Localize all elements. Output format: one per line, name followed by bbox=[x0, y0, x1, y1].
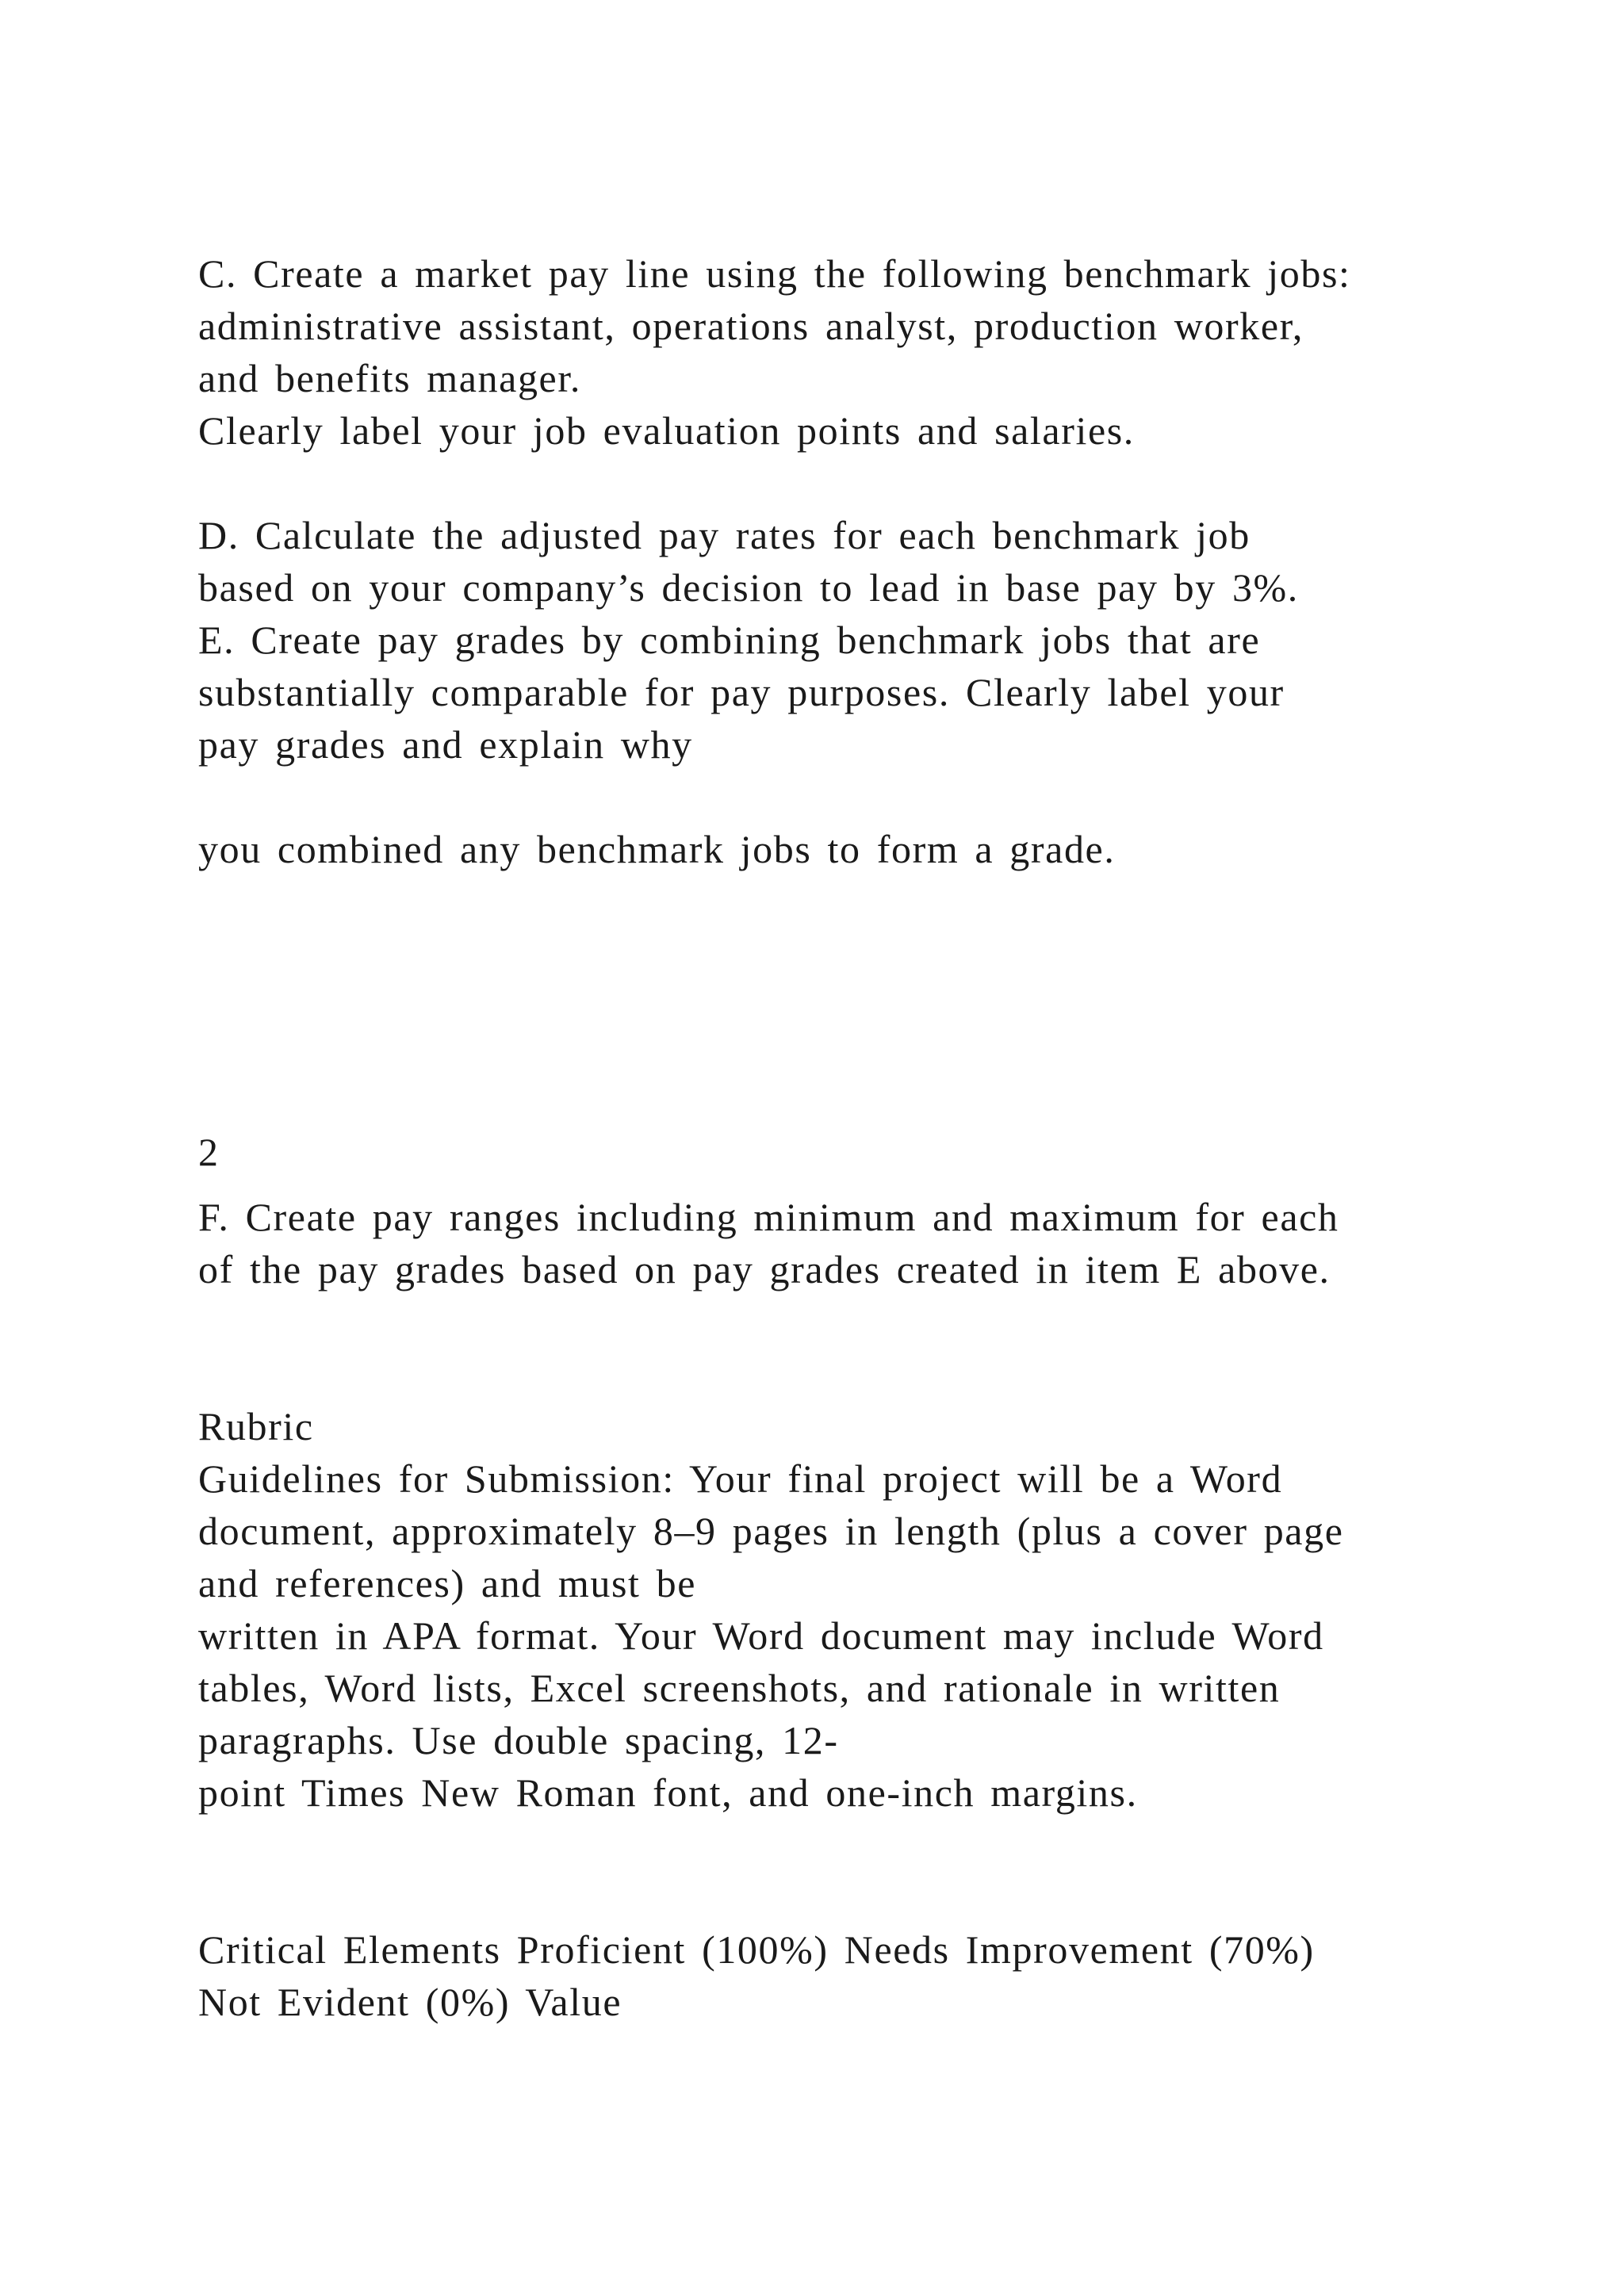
text-line: document, approximately 8–9 pages in length (plus a cover page bbox=[198, 1509, 1344, 1553]
text-line: and benefits manager. bbox=[198, 356, 581, 400]
text-line: tables, Word lists, Excel screenshots, and rationale in written bbox=[198, 1666, 1281, 1710]
text-line: you combined any benchmark jobs to form a grade. bbox=[198, 827, 1116, 871]
text-line: D. Calculate the adjusted pay rates for each benchmark job bbox=[198, 513, 1251, 557]
page-number: 2 bbox=[198, 1130, 220, 1174]
text-line: C. Create a market pay line using the following benchmark jobs: bbox=[198, 251, 1351, 296]
section-heading-rubric: Rubric bbox=[198, 1404, 314, 1448]
text-line: substantially comparable for pay purposes. Clearly label your bbox=[198, 670, 1285, 714]
text-line: of the pay grades based on pay grades created in item E above. bbox=[198, 1247, 1331, 1292]
text-line: Guidelines for Submission: Your final project will be a Word bbox=[198, 1456, 1283, 1501]
text-line: point Times New Roman font, and one-inch margins. bbox=[198, 1770, 1138, 1815]
text-line: paragraphs. Use double spacing, 12- bbox=[198, 1718, 839, 1762]
text-line: pay grades and explain why bbox=[198, 722, 693, 767]
text-line: Not Evident (0%) Value bbox=[198, 1980, 622, 2024]
text-line: based on your company’s decision to lead in base pay by 3%. bbox=[198, 565, 1299, 610]
text-line: written in APA format. Your Word document may include Word bbox=[198, 1613, 1324, 1658]
text-line: administrative assistant, operations analyst, production worker, bbox=[198, 304, 1304, 348]
text-line: Clearly label your job evaluation points and salaries. bbox=[198, 408, 1135, 453]
text-line: E. Create pay grades by combining benchmark jobs that are bbox=[198, 618, 1261, 662]
text-line: F. Create pay ranges including minimum and maximum for each bbox=[198, 1195, 1339, 1239]
text-line: Critical Elements Proficient (100%) Needs Improvement (70%) bbox=[198, 1927, 1315, 1972]
text-line: and references) and must be bbox=[198, 1561, 697, 1605]
